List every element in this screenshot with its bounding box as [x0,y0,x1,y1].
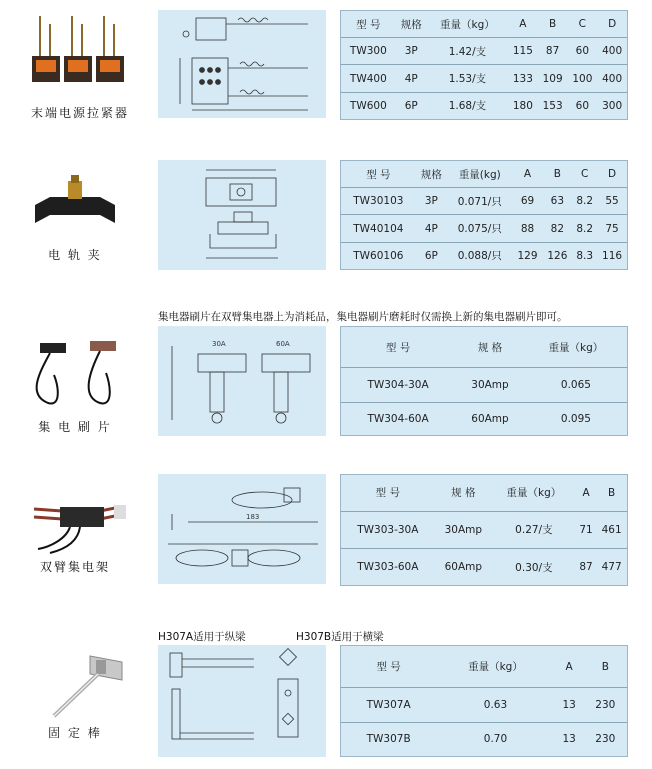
col-header: A [555,646,584,688]
table-cell: 60 [567,38,597,65]
drawing-label: 30A [212,340,226,348]
section-caption: 集 电 刷 片 [38,420,112,434]
col-header: 型 号 [341,11,396,38]
collector-arm-photo [30,495,130,555]
table-cell: TW300 [341,38,396,65]
table-cell: 75 [597,215,627,242]
table-cell: 109 [538,65,568,92]
table-row [341,688,627,723]
table-cell: 100 [567,65,597,92]
table-cell: TW304-60A [367,412,429,425]
table-cell: 60 [575,99,590,112]
table-cell: 0.075/只 [447,215,513,242]
table-row [341,92,627,119]
table-cell: 230 [595,733,616,746]
table-row [341,511,627,548]
section-caption: 末端电源拉紧器 [30,106,129,120]
rail-clamp-drawing [158,160,326,270]
table-row [341,549,627,585]
table-cell: 0.088/只 [457,250,502,263]
table-cell: 8.3 [576,249,594,262]
table-cell: 87 [538,38,568,65]
table-cell: TW60106 [353,249,404,262]
table-cell: 71 [576,511,596,548]
table-header-row [341,161,627,188]
col-header: D [597,11,627,38]
table-cell: TW400 [341,65,396,92]
col-header: 重量（kg） [436,646,554,688]
table-cell: 0.30/支 [515,561,553,574]
table-cell: TW40104 [341,215,416,242]
col-header: 型 号 [341,475,435,511]
section-caption: 固 定 棒 [48,726,102,740]
table-cell: 88 [513,215,543,242]
table-row [341,242,627,269]
table-cell: TW303-60A [357,561,419,574]
table-cell: 60Amp [471,412,509,425]
table-cell: 300 [602,99,623,112]
brush-drawing [158,326,326,436]
spec-table-4 [340,474,628,586]
table-row [341,722,627,756]
table-cell: 13 [555,688,584,723]
table-cell: 0.70 [483,733,508,746]
col-header: 重量（kg） [492,475,576,511]
note-h307a: H307A适用于纵梁 [158,631,246,643]
table-cell: TW304-30A [341,368,455,402]
table-cell: 0.27/支 [492,511,576,548]
col-header: B [542,161,572,188]
table-cell: TW307A [341,688,436,723]
table-cell: TW307B [366,733,411,746]
table-cell: 230 [584,688,627,723]
consumable-note: 集电器刷片在双臂集电器上为消耗品，集电器刷片磨耗时仅需换上新的集电器刷片即可。 [158,311,568,323]
table-cell: 69 [513,188,543,215]
table-cell: 126 [547,249,568,262]
rail-clamp-photo [30,175,120,230]
table-cell: 82 [542,215,572,242]
table-cell: 0.63 [436,688,554,723]
col-header: 重量(kg) [447,161,513,188]
col-header: D [597,161,627,188]
fixing-rod-drawing [158,645,326,757]
col-header: A [576,475,596,511]
table-row [341,65,627,92]
table-cell: 6P [404,99,418,112]
table-cell: 3P [396,38,427,65]
table-cell: 8.2 [572,215,597,242]
col-header: 型 号 [341,646,436,688]
table-cell: 1.53/支 [427,65,508,92]
table-cell: 60Amp [444,561,483,574]
table-cell: 116 [602,249,623,262]
col-header: 规格 [396,11,427,38]
table-cell: 0.095 [560,412,591,425]
col-header: 规格 [416,161,447,188]
table-cell: 133 [508,65,538,92]
table-cell: 55 [597,188,627,215]
table-cell: 63 [542,188,572,215]
table-cell: 400 [597,65,627,92]
col-header: 规 格 [435,475,492,511]
table-cell: TW30103 [341,188,416,215]
table-cell: 30Amp [435,511,492,548]
drawing-label: 183 [246,513,260,521]
tensioner-photo [28,14,128,94]
table-cell: 0.065 [525,368,627,402]
section-caption: 双臂集电架 [39,560,110,574]
table-cell: TW303-30A [341,511,435,548]
brush-photo [28,335,128,410]
col-header: B [584,646,627,688]
col-header: 型 号 [341,327,455,368]
table-cell: 6P [424,249,438,262]
table-row [341,402,627,435]
table-cell: 0.071/只 [447,188,513,215]
section-caption: 电 轨 夹 [48,248,102,262]
col-header: C [572,161,597,188]
table-header-row [341,646,627,688]
drawing-label: 60A [276,340,290,348]
spec-table-3 [340,326,628,436]
col-header: 规 格 [455,327,525,368]
table-cell: 8.2 [572,188,597,215]
col-header: 型 号 [341,161,416,188]
spec-table-1 [340,10,628,120]
table-cell: 87 [579,561,593,574]
col-header: 重量（kg） [427,11,508,38]
col-header: C [567,11,597,38]
table-row [341,188,627,215]
table-cell: 477 [601,561,622,574]
col-header: 重量（kg） [525,327,627,368]
table-cell: 153 [542,99,563,112]
table-cell: 4P [396,65,427,92]
table-cell: 13 [562,733,576,746]
collector-arm-drawing [158,474,326,584]
table-cell: 180 [512,99,533,112]
col-header: B [596,475,627,511]
table-row [341,38,627,65]
table-cell: 30Amp [455,368,525,402]
table-header-row [341,327,627,368]
spec-table-5 [340,645,628,757]
col-header: B [538,11,568,38]
table-cell: 461 [596,511,627,548]
table-cell: 400 [597,38,627,65]
col-header: A [513,161,543,188]
table-cell: 115 [508,38,538,65]
table-header-row [341,11,627,38]
table-row [341,368,627,402]
table-cell: 129 [517,249,538,262]
col-header: A [508,11,538,38]
spec-table-2 [340,160,628,270]
note-h307b: H307B适用于横梁 [296,631,384,643]
table-cell: 1.42/支 [427,38,508,65]
fixing-rod-photo [40,652,130,722]
tensioner-drawing [158,10,326,118]
table-cell: 4P [416,215,447,242]
table-cell: TW600 [349,99,387,112]
table-header-row [341,475,627,511]
table-cell: 3P [416,188,447,215]
table-cell: 1.68/支 [448,100,487,113]
table-row [341,215,627,242]
